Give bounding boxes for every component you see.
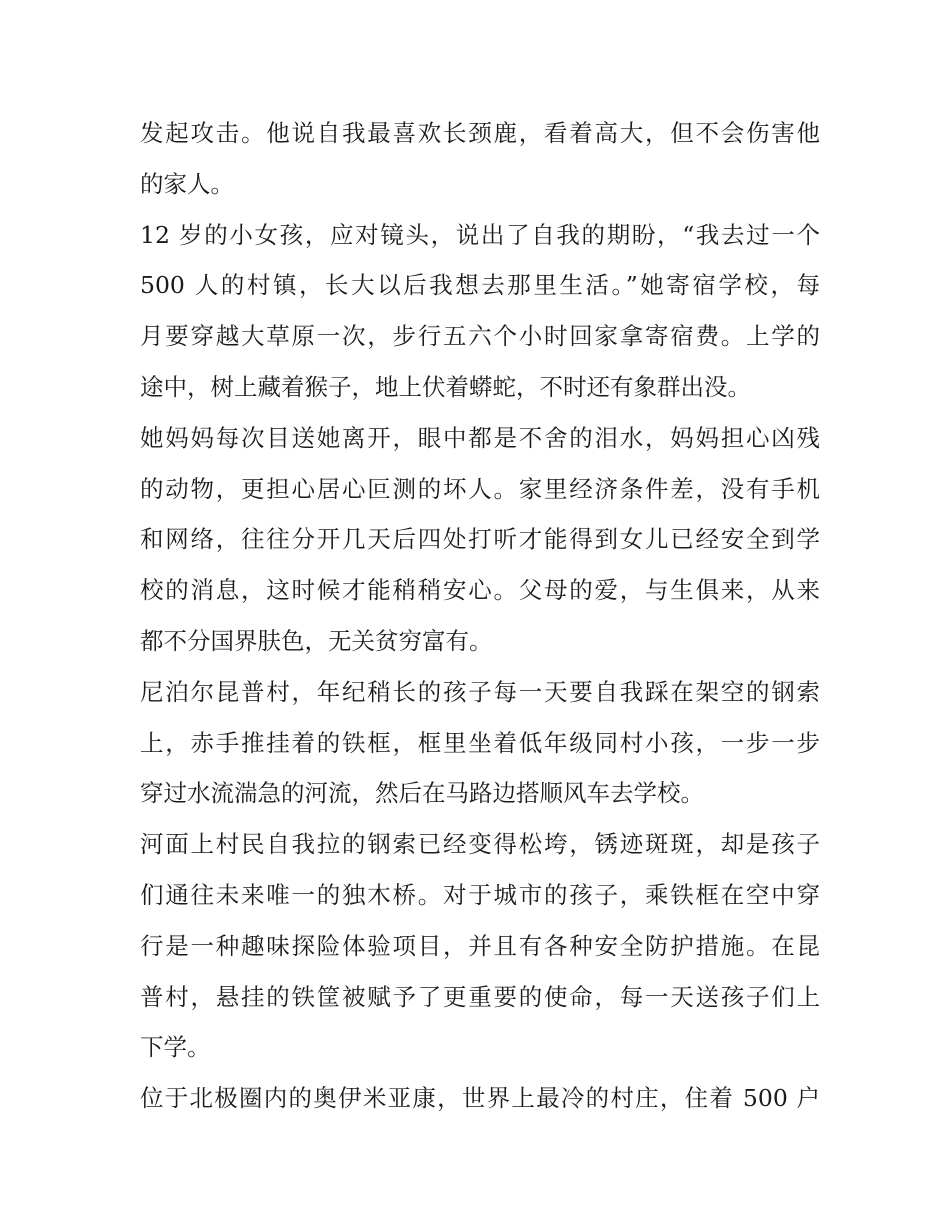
text-line: 12 岁的小女孩，应对镜头，说出了自我的期盼，“我去过一个	[140, 220, 820, 249]
text-line: 途中，树上藏着猴子，地上伏着蟒蛇，不时还有象群出没。	[140, 372, 751, 401]
text-line: 的家人。	[140, 169, 234, 198]
text-line: 尼泊尔昆普村，年纪稍长的孩子每一天要自我踩在架空的钢索	[140, 677, 820, 706]
document-body	[140, 108, 820, 1124]
text-line: 都不分国界肤色，无关贫穷富有。	[140, 626, 493, 655]
text-line: 发起攻击。他说自我最喜欢长颈鹿，看着高大，但不会伤害他	[140, 119, 820, 147]
text-line: 们通往未来唯一的独木桥。对于城市的孩子，乘铁框在空中穿	[140, 880, 820, 909]
text-line: 普村，悬挂的铁筐被赋予了更重要的使命，每一天送孩子们上	[140, 982, 820, 1011]
text-line: 穿过水流湍急的河流，然后在马路边搭顺风车去学校。	[140, 779, 704, 808]
text-line: 的动物，更担心居心叵测的坏人。家里经济条件差，没有手机	[140, 474, 820, 503]
text-line: 她妈妈每次目送她离开，眼中都是不舍的泪水，妈妈担心凶残	[140, 423, 820, 452]
text-line: 上，赤手推挂着的铁框，框里坐着低年级同村小孩，一步一步	[140, 728, 820, 757]
text-line: 位于北极圈内的奥伊米亚康，世界上最冷的村庄，住着 500 户	[140, 1084, 820, 1113]
text-line: 和网络，往往分开几天后四处打听才能得到女儿已经安全到学	[140, 525, 820, 554]
text-line: 河面上村民自我拉的钢索已经变得松垮，锈迹斑斑，却是孩子	[140, 830, 820, 859]
text-line: 校的消息，这时候才能稍稍安心。父母的爱，与生俱来，从来	[140, 576, 820, 605]
text-line: 行是一种趣味探险体验项目，并且有各种安全防护措施。在昆	[140, 931, 820, 960]
text-line: 下学。	[140, 1033, 211, 1062]
text-line: 月要穿越大草原一次，步行五六个小时回家拿寄宿费。上学的	[140, 322, 820, 351]
text-line: 500 人的村镇，长大以后我想去那里生活。”她寄宿学校，每	[140, 271, 820, 300]
